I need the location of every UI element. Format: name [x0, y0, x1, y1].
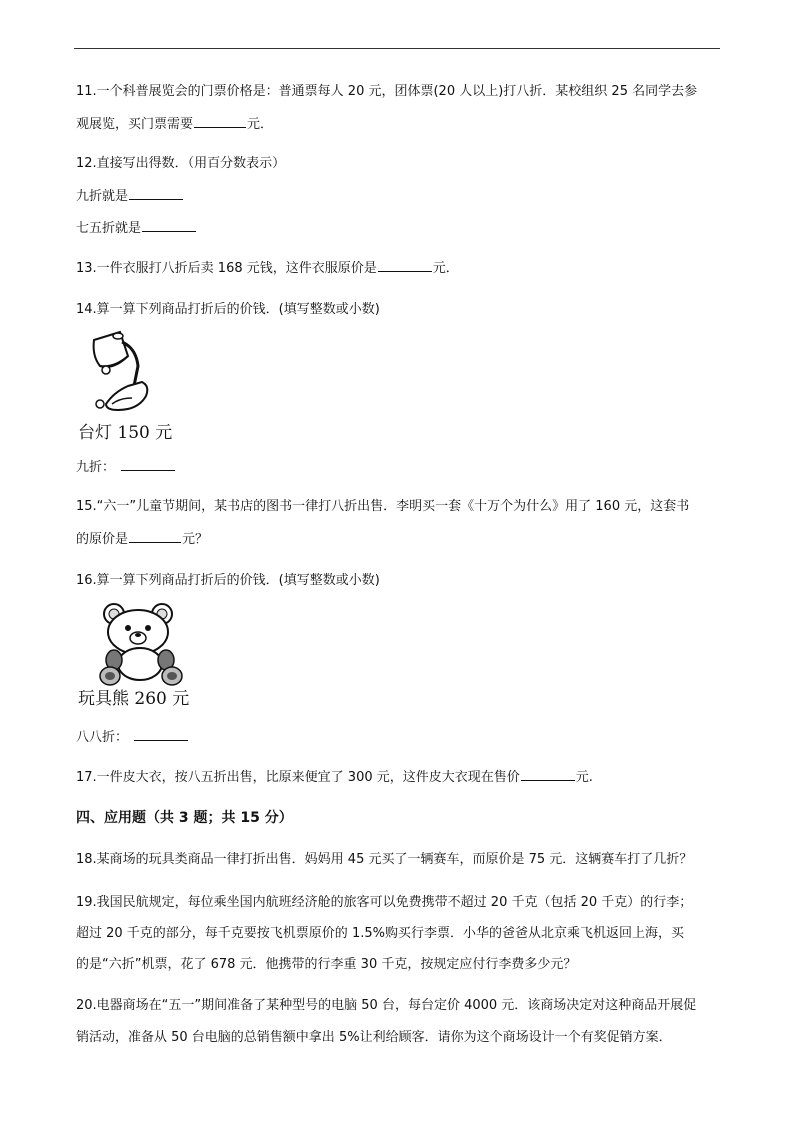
q12-item1-blank[interactable] [129, 187, 183, 200]
q14-caption: 台灯 150 元 [78, 423, 173, 443]
q20-line1: 20.电器商场在“五一”期间准备了某种型号的电脑 50 台，每台定价 4000 元．该商场决定对这种商品开展促 [76, 998, 697, 1013]
q11-text-a: 观展览，买门票需要 [76, 117, 194, 132]
q17-text-a: 17.一件皮大衣，按八五折出售，比原来便宜了 300 元，这件皮大衣现在售价 [76, 770, 520, 785]
q11-text-b: 元． [247, 117, 274, 132]
q17-answer-blank[interactable] [521, 768, 575, 781]
q13-text-b: 元． [432, 261, 459, 276]
q16-answer [76, 728, 189, 747]
q15-text-b: 元？ [182, 532, 209, 547]
q15-answer-blank[interactable] [129, 530, 181, 543]
q15-line1: 15.“六一”儿童节期间，某书店的图书一律打八折出售．李明买一套《十万个为什么》用了 160 元，这套书 [76, 499, 690, 514]
q12-item2-blank[interactable] [142, 219, 196, 232]
q18-text: 18.某商场的玩具类商品一律打折出售．妈妈用 45 元买了一辆赛车，而原价是 75 元．这辆赛车打了几折？ [76, 852, 693, 867]
q20-line2: 销活动，准备从 50 台电脑的总销售额中拿出 5%让利给顾客．请你为这个商场设计一个有奖促销方案． [76, 1030, 672, 1045]
q12-item1 [76, 187, 184, 206]
q17-text-b: 元. [575, 770, 593, 785]
q13-answer-blank[interactable] [378, 259, 432, 272]
section-title: 四、应用题（共 3 题；共 15 分） [76, 810, 293, 826]
q15-line2 [76, 530, 208, 549]
q19-line2: 超过 20 千克的部分，每千克要按飞机票原价的 1.5%购买行李票．小华的爸爸从北京乘飞机返回上海，买 [76, 926, 684, 941]
q11-line1: 11.一个科普展览会的门票价格是：普通票每人 20 元，团体票(20 人以上)打八折．某校组织 25 名同学去参 [76, 84, 698, 99]
q12-item2-label: 七五折就是 [76, 221, 142, 236]
q16-stem: 16.算一算下列商品打折后的价钱．(填写整数或小数) [76, 573, 380, 588]
q13-line [76, 259, 459, 278]
teddy-bear-icon [92, 600, 192, 688]
header-rule [74, 48, 720, 49]
q17-line [76, 768, 593, 787]
q14-answer-label: 九折： [76, 460, 116, 475]
q12-item1-label: 九折就是 [76, 189, 129, 204]
q12-item2 [76, 219, 197, 238]
q16-answer-label: 八八折： [76, 730, 129, 745]
desk-lamp-icon [84, 326, 172, 418]
q19-line1: 19.我国民航规定，每位乘坐国内航班经济舱的旅客可以免费携带不超过 20 千克（包括 20 千克）的行李； [76, 895, 693, 910]
q11-line2 [76, 115, 273, 134]
q19-line3: 的是“六折”机票，花了 678 元．他携带的行李重 30 千克，按规定应付行李费多少元？ [76, 957, 577, 972]
q15-text-a: 的原价是 [76, 532, 129, 547]
q14-answer-blank[interactable] [121, 458, 175, 471]
q13-text-a: 13.一件衣服打八折后卖 168 元钱，这件衣服原价是 [76, 261, 377, 276]
q16-caption: 玩具熊 260 元 [78, 689, 190, 709]
q14-stem: 14.算一算下列商品打折后的价钱．(填写整数或小数) [76, 302, 380, 317]
q11-answer-blank[interactable] [194, 115, 246, 128]
q16-answer-blank[interactable] [134, 728, 188, 741]
q14-answer [76, 458, 176, 477]
q12-stem: 12.直接写出得数．（用百分数表示） [76, 156, 286, 171]
